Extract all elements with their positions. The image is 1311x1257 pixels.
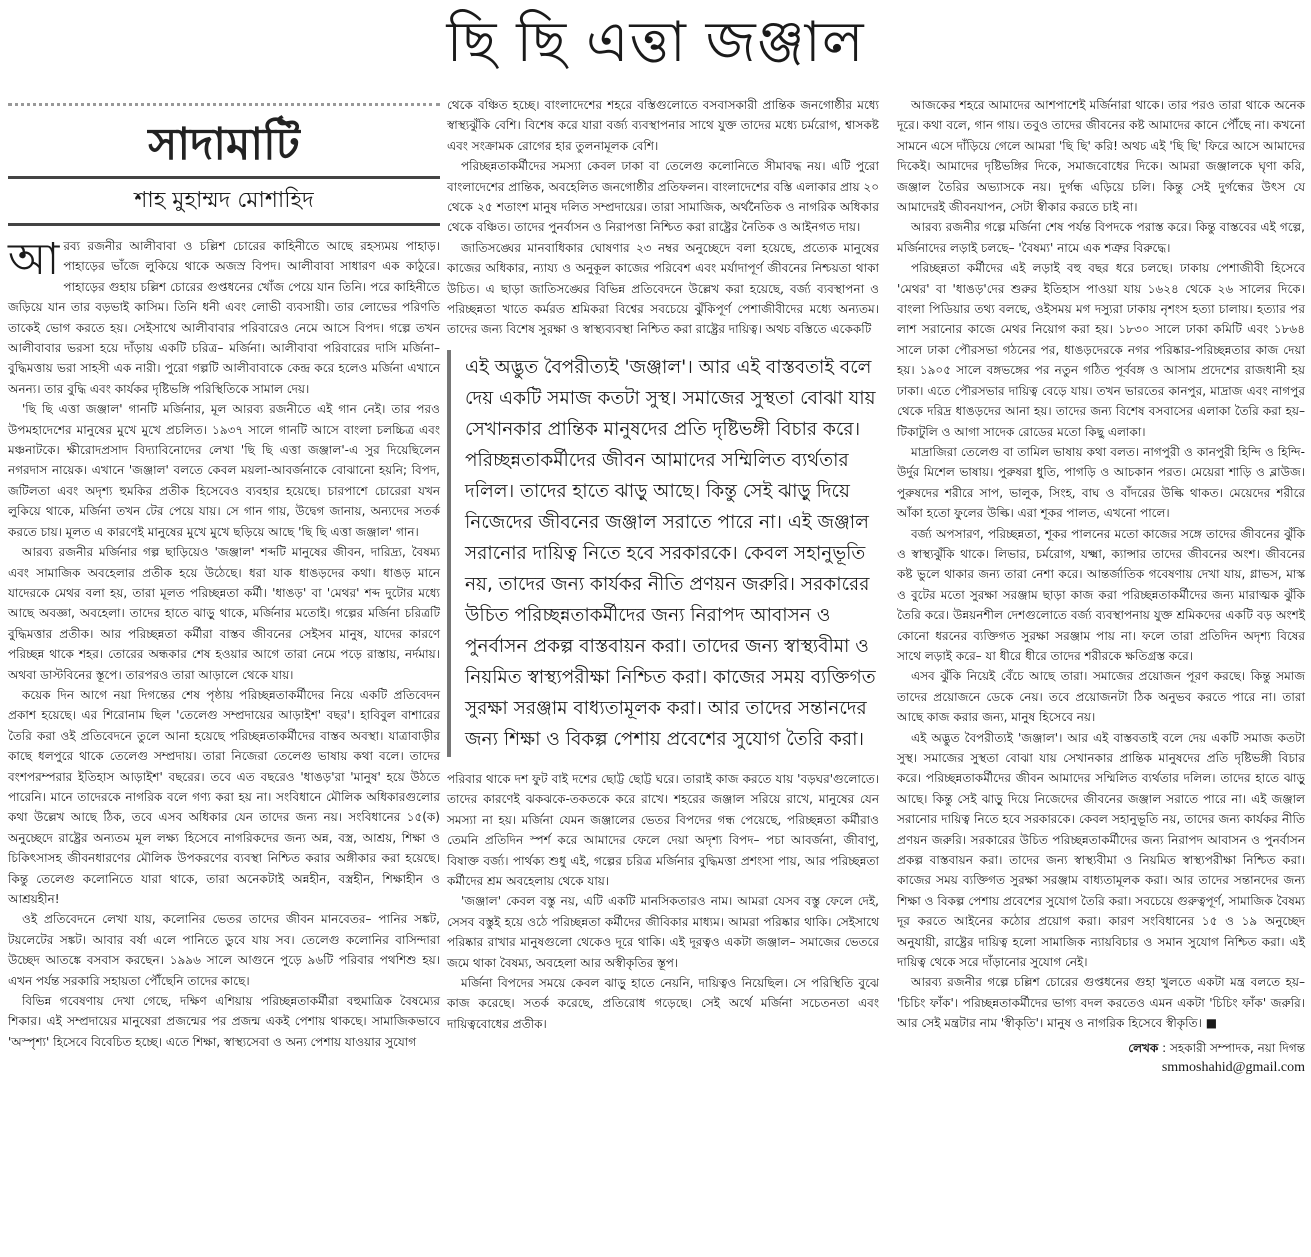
paragraph: ওই প্রতিবেদনে লেখা যায়, কলোনির ভেতর তাদের জীবন মানবেতর– পানির সঙ্কট, টয়লেটের সঙ্কট। আবার বর্ষা এলে পানিতে ডুবে যায় সব। তেলেগু কলোনির বাসিন্দারা উচ্ছেদ আতঙ্কে বসবাস করছেন। ১৯৯৬ সালে আগুনে পুড়ে ৯৬টি পরিবার পথশিশু হয়। এখন পর্যন্ত সরকারি সহায়তা পৌঁছেনি তাদের কাছে।	[8, 912, 440, 988]
credit-label: লেখক	[1128, 1040, 1159, 1055]
column-right	[897, 95, 1305, 1079]
paragraph: পরিবার থাকে দশ ফুট বাই দশের ছোট্ট ছোট্ট ঘরে। তারাই কাজ করতে যায় 'বড়ঘর'গুলোতে। তাদের কারণেই ঝকঝকে-তকতকে করে রাখে। শহরের জঞ্জাল সরিয়ে রাখে, মানুষের যেন সমস্যা না হয়। মর্জিনা যেমন জঞ্জালের ভেতর বিপদের গন্ধ পেয়েছে, পরিচ্ছন্নতা কর্মীরাও তেমনি প্রতিদিন স্পর্শ করে আমাদের ফেলে দেয়া অদৃশ্য বিপদ– পচা আবর্জনা, জীবাণু, বিষাক্ত বর্জ্য। পার্থক্য শুধু এই, গল্পের চরিত্র মর্জিনার বুদ্ধিমত্তা প্রশংসা পায়, আর পরিচ্ছন্নতা কর্মীদের শ্রম অবহেলায় থেকে যায়।	[447, 771, 879, 888]
paragraph: এসব ঝুঁকি নিয়েই বেঁচে আছে তারা। সমাজের প্রয়োজন পূরণ করছে। কিন্তু সমাজ তাদের প্রয়োজনে ডেকে নেয়। তবে প্রয়োজনটা ঠিক অনুভব করতে পারে না। তারা আছে কাজ করার জন্য, মানুষ হিসেবে নয়।	[897, 669, 1305, 725]
headline: ছি ছি এত্তা জঞ্জাল	[446, 10, 865, 75]
paragraph: থেকে বঞ্চিত হচ্ছে। বাংলাদেশের শহরে বস্তিগুলোতে বসবাসকারী প্রান্তিক জনগোষ্ঠীর মধ্যে স্বাস্থ্যঝুঁকি বেশি। বিশেষ করে যারা বর্জ্য ব্যবস্থাপনার সাথে যুক্ত তাদের মধ্যে চর্মরোগ, শ্বাসকষ্ট এবং সংক্রামক রোগের হার তুলনামূলক বেশি।	[447, 98, 879, 153]
paragraph: 'জঞ্জাল' কেবল বস্তু নয়, এটি একটি মানসিকতারও নাম। আমরা যেসব বস্তু ফেলে দেই, সেসব বস্তুই হয়ে ওঠে পরিচ্ছন্নতা কর্মীদের জীবিকার মাধ্যম। আমরা পরিষ্কার থাকি। সেইসাথে পরিষ্কার রাখার মানুষগুলো থেকেও দূরে থাকি। এই দূরত্বও একটা জঞ্জাল– সমাজের ভেতরে জমে থাকা বৈষম্য, অবহেলা আর অস্বীকৃতির স্তূপ।	[447, 894, 879, 970]
divider	[8, 103, 440, 106]
paragraph: আরব্য রজনীর গল্পে চল্লিশ চোরের গুপ্তধনের গুহা খুলতে একটা মন্ত্র বলতে হয়– 'চিচিং ফাঁক'। পরিচ্ছন্নতাকর্মীদের ভাগ্য বদল করতেও এমন একটা 'চিচিং ফাঁক' জরুরি। আর সেই মন্ত্রটার নাম 'স্বীকৃতি'। মানুষ ও নাগরিক হিসেবে স্বীকৃতি। ■	[897, 975, 1305, 1031]
paragraph: এই অদ্ভুত বৈপরীত্যই 'জঞ্জাল'। আর এই বাস্তবতাই বলে দেয় একটি সমাজ কতটা সুস্থ। সমাজের সুস্থতা বোঝা যায় সেখানকার প্রান্তিক মানুষদের প্রতি দৃষ্টিভঙ্গী বিচার করে। পরিচ্ছন্নতাকর্মীদের জীবন আমাদের সম্মিলিত ব্যর্থতার দলিল। তাদের হাতে ঝাড়ু আছে। কিন্তু সেই ঝাড়ু দিয়ে নিজেদের জীবনের জঞ্জাল সরাতে পারে না। এই জঞ্জাল সরানোর দায়িত্ব নিতে হবে সরকারকে। কেবল সহানুভূতি নয়, তাদের জন্য কার্যকর নীতি প্রণয়ন জরুরি। সরকারের উচিত পরিচ্ছন্নতাকর্মীদের জন্য নিরাপদ আবাসন ও পুনর্বাসন প্রকল্প বাস্তবায়ন করা। তাদের জন্য স্বাস্থ্যবীমা ও নিয়মিত স্বাস্থ্যপরীক্ষা নিশ্চিত করা। কাজের সময় ব্যক্তিগত সুরক্ষা সরঞ্জাম বাধ্যতামূলক করা। আর তাদের সন্তানদের জন্য শিক্ষা ও বিকল্প পেশায় প্রবেশের সুযোগ তৈরি করা। সবচেয়ে গুরুত্বপূর্ণ, সামাজিক বৈষম্য দূর করতে আইনের কঠোর প্রয়োগ করা। কারণ সংবিধানের ১৫ ও ১৯ অনুচ্ছেদ অনুযায়ী, রাষ্ট্রের দায়িত্ব হলো সামাজিক ন্যায়বিচার ও সমান সুযোগ নিশ্চিত করা। এই দায়িত্ব থেকে সরে দাঁড়ানোর সুযোগ নেই।	[897, 730, 1305, 970]
paragraph: পরিচ্ছন্নতা কর্মীদের এই লড়াই বহু বছর ধরে চলছে। ঢাকায় পেশাজীবী হিসেবে 'মেথর' বা 'ধাঙড়'দের শুরুর ইতিহাস পাওয়া যায় ১৬২৪ থেকে ২৬ সালের দিকে। বাংলা পিডিয়ার তথ্য বলছে, ওইসময় মগ দস্যুরা ঢাকায় নৃশংস হত্যা চালায়। হত্যার পর লাশ সরানোর কাজে মেথর নিয়োগ করা হয়। ১৮৩০ সালে ঢাকা কমিটি এবং ১৮৬৪ সালে ঢাকা পৌরসভা গঠনের পর, ধাঙড়দেরকে নগর পরিষ্কার-পরিচ্ছন্নতার কাজ দেয়া হয়। ১৯০৫ সালে বঙ্গভঙ্গের পর নতুন গঠিত পূর্ববঙ্গ ও আসাম প্রদেশের রাজধানী হয় ঢাকা। এতে পৌরসভার দায়িত্ব বেড়ে যায়। তখন ভারতের কানপুর, মাদ্রাজ এবং নাগপুর থেকে দরিদ্র ধাঙড়দের আনা হয়। তাদের জন্য বিশেষ বসবাসের এলাকা তৈরি করা হয়– টিকাটুলি ও আগা সাদেক রোডের মতো কিছু এলাকা।	[897, 261, 1305, 439]
paragraph: বিভিন্ন গবেষণায় দেখা গেছে, দক্ষিণ এশিয়ায় পরিচ্ছন্নতাকর্মীরা বহুমাত্রিক বৈষম্যের শিকার। এই সম্প্রদায়ের মানুষেরা প্রজন্মের পর প্রজন্ম একই পেশায় থাকছে। সামাজিকভাবে 'অস্পৃশ্য' হিসেবে বিবেচিত হচ্ছে। এতে শিক্ষা, স্বাস্থ্যসেবা ও অন্য পেশায় যাওয়ার সুযোগ	[8, 994, 440, 1049]
author-credit	[897, 1038, 1305, 1058]
paragraph: মর্জিনা বিপদের সময়ে কেবল ঝাড়ু হাতে নেয়নি, দায়িত্বও নিয়েছিল। সে পরিস্থিতি বুঝে কাজ করেছে। সতর্ক করেছে, প্রতিরোধ গড়েছে। সেই অর্থে মর্জিনা সচেতনতা এবং দায়িত্ববোধের প্রতীক।	[447, 975, 879, 1031]
paragraph: জাতিসঙ্ঘের মানবাধিকার ঘোষণার ২৩ নম্বর অনুচ্ছেদে বলা হয়েছে, প্রত্যেক মানুষের কাজের অধিকার, ন্যায্য ও অনুকূল কাজের পরিবেশ এবং মর্যাদাপূর্ণ জীবনের নিশ্চয়তা থাকা উচিত। এ ছাড়া জাতিসঙ্ঘের বিভিন্ন প্রতিবেদনে উল্লেখ করা হয়েছে, বর্জ্য ব্যবস্থাপনা ও পরিচ্ছন্নতা খাতে কর্মরত শ্রমিকরা বিশ্বের সবচেয়ে ঝুঁকিপূর্ণ পেশাজীবীদের মধ্যে অন্যতম। তাদের জন্য বিশেষ সুরক্ষা ও স্বাস্থ্যব্যবস্থা নিশ্চিত করা রাষ্ট্রের দায়িত্ব। অথচ বস্তিতে একেকটি	[447, 240, 879, 337]
divider	[8, 223, 440, 226]
paragraph: আজকের শহরে আমাদের আশপাশেই মর্জিনারা থাকে। তার পরও তারা থাকে অনেক দূরে। কথা বলে, গান গায়। তবুও তাদের জীবনের কষ্ট আমাদের কানে পৌঁছে না। কখনো সামনে এসে দাঁড়িয়ে গেলে আমরা 'ছি ছি' করি! অথচ এই 'ছি ছি' ফিরে আসে আমাদের দিকেই। আমাদের দৃষ্টিভঙ্গির দিকে, সমাজবোধের দিকে। আমরা জঞ্জালকে ঘৃণা করি, জঞ্জাল তৈরির অভ্যাসকে নয়। দুর্গন্ধ এড়িয়ে চলি। কিন্তু সেই দুর্গন্ধের উৎস যে আমাদেরই জীবনযাপন, সেটা স্বীকার করতে চাই না।	[897, 98, 1305, 215]
paragraph: 'ছি ছি এত্তা জঞ্জাল' গানটি মর্জিনার, মূল আরব্য রজনীতে এই গান নেই। তার পরও উপমহাদেশের মানুষের মুখে মুখে প্রচলিত। ১৯৩৭ সালে গানটি আসে বাংলা চলচ্চিত্র এবং মঞ্চনাটকে। ক্ষীরোদপ্রসাদ বিদ্যাবিনোদের লেখা 'ছি ছি এত্তা জঞ্জাল'-এ সুর দিয়েছিলেন নগরদাস নায়েক। এখানে 'জঞ্জাল' বলতে কেবল ময়লা-আবর্জনাকে বোঝানো হয়নি; বিপদ, জটিলতা এবং অদৃশ্য হুমকির প্রতীক হিসেবেও ব্যবহার হয়েছে। চারপাশে চোরেরা যখন লুকিয়ে থাকে, মর্জিনা তখন টের পেয়ে যায়। সে গান গায়, উদ্বেগ জানায়, অন্যদের সতর্ক করতে চায়। মূলত এ কারণেই মানুষের মুখে মুখে ছড়িয়ে আছে 'ছি ছি এত্তা জঞ্জাল' গান।	[8, 402, 440, 539]
paragraph: আরব্য রজনীর গল্পে মর্জিনা শেষ পর্যন্ত বিপদকে পরাস্ত করে। কিন্তু বাস্তবের এই গল্পে, মর্জিনাদের লড়াই চলছে– 'বৈষম্য' নামে এক শত্রুর বিরুদ্ধে।	[897, 220, 1305, 255]
paragraph: আরব্য রজনীর মর্জিনার গল্প ছাড়িয়েও 'জঞ্জাল' শব্দটি মানুষের জীবন, দারিদ্র্য, বৈষম্য এবং সামাজিক অবহেলার প্রতীক হয়ে উঠেছে। ধরা যাক ধাঙড়দের কথা। ধাঙড় মানে যাদেরকে মেথর বলা হয়, তারা মূলত পরিচ্ছন্নতা কর্মী। 'ধাঙড়' বা 'মেথর' শব্দ দুটোর মধ্যে আছে অবজ্ঞা, অবহেলা। তাদের হাতে ঝাড়ু থাকে, মর্জিনার মতোই। গল্পের মর্জিনা চরিত্রটি বুদ্ধিমত্তার প্রতীক। আর পরিচ্ছন্নতা কর্মীরা বাস্তব জীবনের সেইসব মানুষ, যাদের কারণে পরিচ্ছন্ন থাকে শহর। তোরের অন্ধকার শেষ হওয়ার আগে তারা নেমে পড়ে রাস্তায়, নর্দমায়। অথবা ডাস্টবিনের স্তূপে। তারপরও তারা আড়ালে থেকে যায়।	[8, 545, 440, 682]
paragraph: কয়েক দিন আগে নয়া দিগন্তের শেষ পৃষ্ঠায় পরিচ্ছন্নতাকর্মীদের নিয়ে একটি প্রতিবেদন প্রকাশ হয়েছে। এর শিরোনাম ছিল 'তেলেগু সম্প্রদায়ের আড়াইশ' বছর'। হাবিবুল বাশারের তৈরি করা ওই প্রতিবেদনে তুলে আনা হয়েছে পরিচ্ছন্নতাকর্মীদের বাস্তব অবস্থা। যাত্রাবাড়ীর কাছে ধলপুরে থাকে তেলেগু সম্প্রদায়। তারা নিজেরা তেলেগু ভাষায় কথা বলে। তাদের বংশপরম্পরার ইতিহাস আড়াইশ' বছরের। তবে এত বছরেও 'ধাঙড়'রা 'মানুষ' হয়ে উঠতে পারেনি। মানে তাদেরকে নাগরিক বলে গণ্য করা হয় না। সংবিধানে মৌলিক অধিকারগুলোর কথা উল্লেখ আছে ঠিক, তবে এসব অধিকার যেন তাদের জন্য নয়। সংবিধানের ১৫(ক) অনুচ্ছেদে রাষ্ট্রের অন্যতম মূল লক্ষ্য হিসেবে নাগরিকদের জন্য অন্ন, বস্ত্র, আশ্রয়, শিক্ষা ও চিকিৎসাসহ জীবনধারণের মৌলিক উপকরণের ব্যবস্থা নিশ্চিত করার অঙ্গীকার করা হয়েছে। কিন্তু তেলেগু কলোনিতে যারা থাকে, তারা অনেকটাই অন্নহীন, বস্ত্রহীন, শিক্ষাহীন ও আশ্রয়হীন!	[8, 687, 440, 906]
column-left	[8, 95, 440, 1052]
pull-quote	[447, 350, 879, 757]
column-name: সাদামাটি	[148, 119, 300, 170]
author-byline: শাহ মুহাম্মদ মোশাহিদ	[134, 188, 314, 213]
column-middle	[447, 95, 879, 1034]
author-email[interactable]: smmoshahid@gmail.com	[1161, 1060, 1305, 1076]
credit-text: : সহকারী সম্পাদক, নয়া দিগন্ত	[1158, 1040, 1305, 1055]
pull-quote-text: এই অদ্ভুত বৈপরীত্যই 'জঞ্জাল'। আর এই বাস্তবতাই বলে দেয় একটি সমাজ কতটা সুস্থ। সমাজের সুস্থতা বোঝা যায় সেখানকার প্রান্তিক মানুষদের প্রতি দৃষ্টিভঙ্গী বিচার করে। পরিচ্ছন্নতাকর্মীদের জীবন আমাদের সম্মিলিত ব্যর্থতার দলিল। তাদের হাতে ঝাড়ু আছে। কিন্তু সেই ঝাড়ু দিয়ে নিজেদের জীবনের জঞ্জাল সরাতে পারে না। এই জঞ্জাল সরানোর দায়িত্ব নিতে হবে সরকারকে। কেবল সহানুভূতি নয়, তাদের জন্য কার্যকর নীতি প্রণয়ন জরুরি। সরকারের উচিত পরিচ্ছন্নতাকর্মীদের জন্য নিরাপদ আবাসন ও পুনর্বাসন প্রকল্প বাস্তবায়ন করা। তাদের জন্য স্বাস্থ্যবীমা ও নিয়মিত স্বাস্থ্যপরীক্ষা নিশ্চিত করা। কাজের সময় ব্যক্তিগত সুরক্ষা সরঞ্জাম বাধ্যতামূলক করা। আর তাদের সন্তানদের জন্য শিক্ষা ও বিকল্প পেশায় প্রবেশের সুযোগ তৈরি করা।	[465, 356, 876, 750]
paragraph: বর্জ্য অপসারণ, পরিচ্ছন্নতা, শূকর পালনের মতো কাজের সঙ্গে তাদের জীবনের ঝুঁকি ও স্বাস্থ্যঝুঁকি থাকে। লিভার, চর্মরোগ, যক্ষ্মা, ক্যান্সার তাদের জীবনের অংশ। জীবনের কষ্ট ভুলে থাকার জন্য তারা নেশা করে। আন্তর্জাতিক গবেষণায় দেখা যায়, গ্লাভস, মাস্ক ও বুটের মতো সুরক্ষা সরঞ্জাম ছাড়া কাজ করা পরিচ্ছন্নতাকর্মীদের জন্য মারাত্মক ঝুঁকি তৈরি করে। উন্নয়নশীল দেশগুলোতে বর্জ্য ব্যবস্থাপনায় যুক্ত শ্রমিকদের একটি বড় অংশই কোনো ধরনের ব্যক্তিগত সুরক্ষা সরঞ্জাম পায় না। ফলে তারা প্রতিদিন অদৃশ্য বিষের সাথে লড়াই করে– যা ধীরে ধীরে তাদের শরীরকে ক্ষতিগ্রস্ত করে।	[897, 526, 1305, 663]
paragraph: রব্য রজনীর আলীবাবা ও চল্লিশ চোরের কাহিনীতে আছে রহস্যময় পাহাড়। পাহাড়ের ভাঁজে লুকিয়ে থাকে অজস্র বিপদ। আলীবাবা সাধারণ এক কাঠুরে। পাহাড়ের গুহায় চল্লিশ চোরের গুপ্তধনের খোঁজ পেয়ে যান তিনি। পরে কাহিনীতে জড়িয়ে যান তার বড়ভাই কাসিম। তিনি ধনী এবং লোভী ব্যবসায়ী। তার লোভের পরিণতি তাকেই ভোগ করতে হয়। সেইসাথে আলীবাবার পরিবারেও নেমে আসে বিপদ। গল্পে তখন আলীবাবার ভরসা হয়ে দাঁড়ায় একটি চরিত্র– মর্জিনা। আলীবাবা পরিবারের দাসি মর্জিনা– বুদ্ধিমত্তায় ভরা সাহসী এক নারী। পুরো গল্পটি আলীবাবাকে কেন্দ্র করে হলেও মর্জিনা এখানে অনন্য। তার বুদ্ধি এবং কার্যকর দৃষ্টিভঙ্গি পরিস্থিতিকে সামাল দেয়।	[8, 239, 440, 396]
drop-cap: আ	[8, 234, 60, 285]
paragraph: পরিচ্ছন্নতাকর্মীদের সমস্যা কেবল ঢাকা বা তেলেগু কলোনিতে সীমাবদ্ধ নয়। এটি পুরো বাংলাদেশের প্রান্তিক, অবহেলিত জনগোষ্ঠীর প্রতিফলন। বাংলাদেশের বস্তি এলাকার প্রায় ২০ থেকে ২৫ শতাংশ মানুষ দলিত সম্প্রদায়ের। তারা সামাজিক, অর্থনৈতিক ও নাগরিক অধিকার থেকে বঞ্চিত। তাদের পুনর্বাসন ও নিরাপত্তা নিশ্চিত করা রাষ্ট্রের নৈতিক ও আইনগত দায়।	[447, 159, 879, 235]
paragraph: মাদ্রাজিরা তেলেগু বা তামিল ভাষায় কথা বলত। নাগপুরী ও কানপুরী হিন্দি ও হিন্দি-উর্দুর মিশেল ভাষায়। পুরুষরা ধুতি, পাগড়ি ও আচকান পরত। মেয়েরা শাড়ি ও ব্লাউজ। পুরুষদের শরীরে সাপ, ভালুক, সিংহ, বাঘ ও বাঁদরের উল্কি থাকত। মেয়েদের শরীরে আঁকা হতো ফুলের উল্কি। এরা শূকর পালত, এখনো পালে।	[897, 444, 1305, 521]
